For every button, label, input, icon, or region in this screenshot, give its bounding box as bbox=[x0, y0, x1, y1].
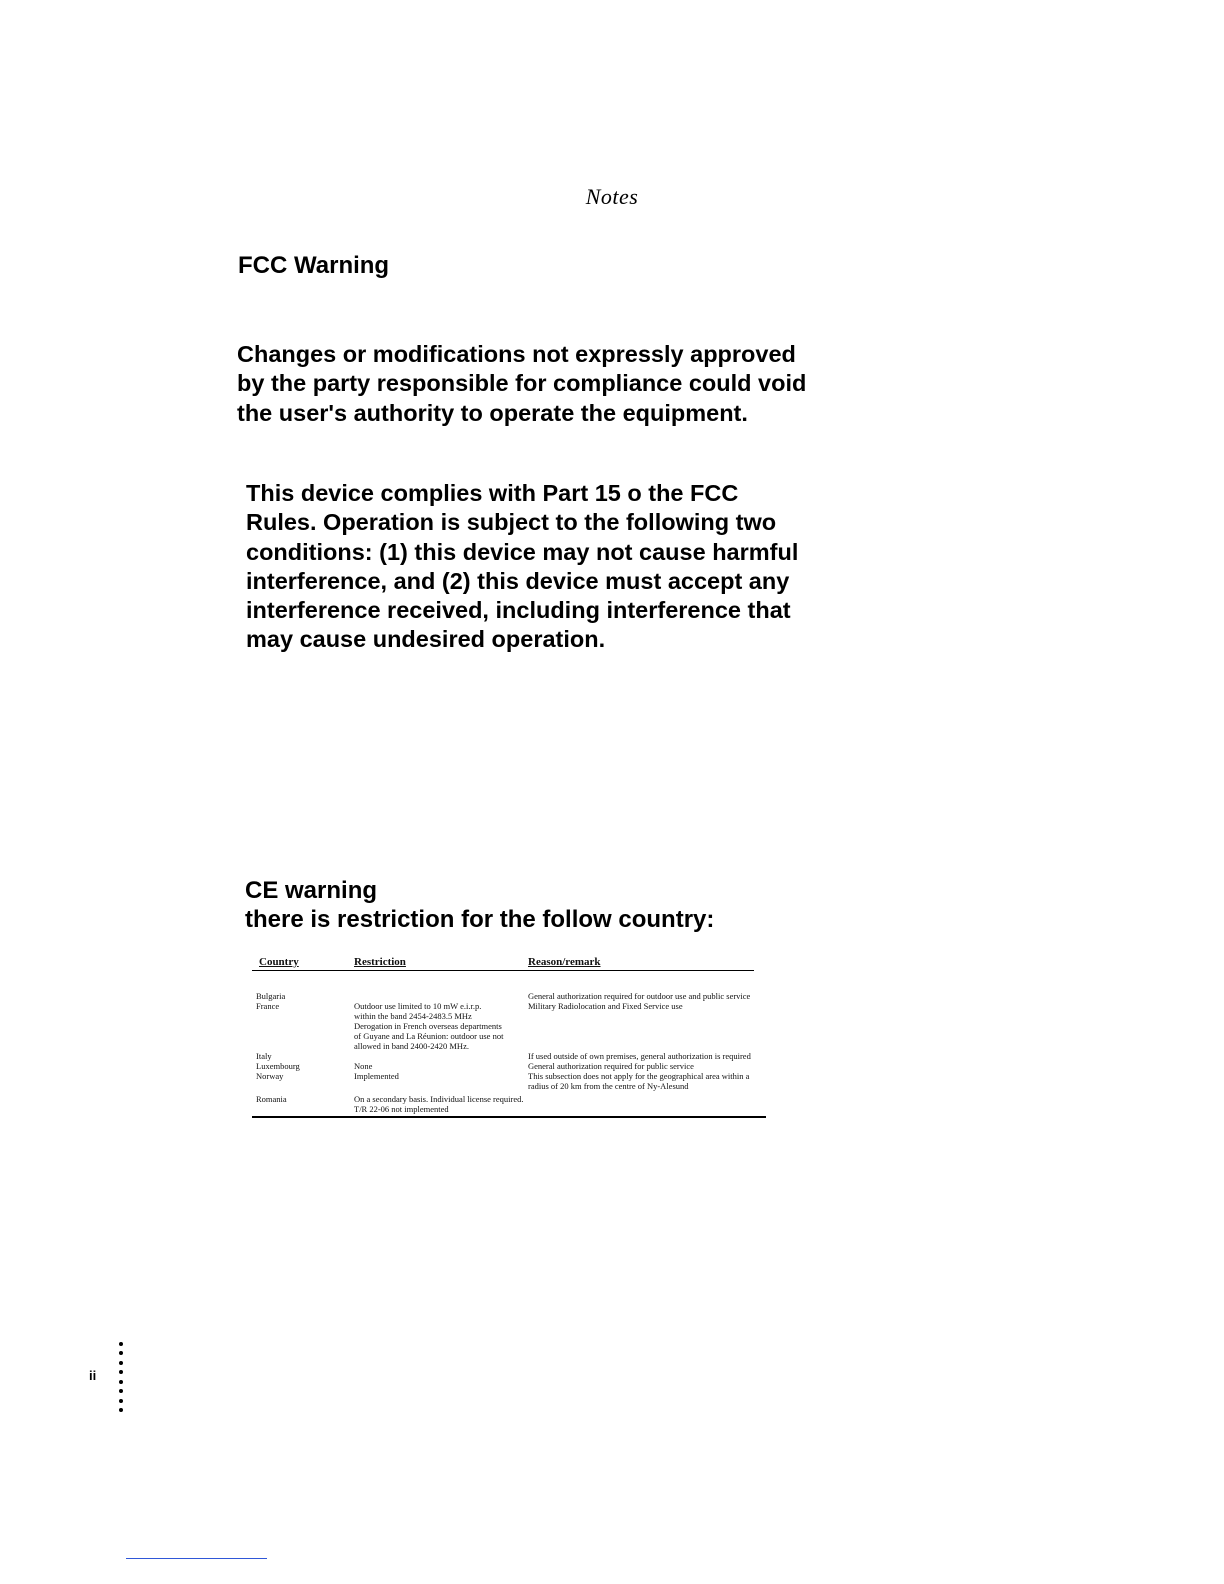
dot bbox=[119, 1408, 123, 1412]
country-restriction-table bbox=[252, 956, 766, 1118]
dot bbox=[119, 1389, 123, 1393]
table-row bbox=[252, 1071, 766, 1091]
cell-line: General authorization required for public service bbox=[528, 1061, 694, 1071]
paragraph-line: Rules. Operation is subject to the following two bbox=[246, 509, 777, 536]
fcc-modifications-paragraph bbox=[237, 340, 857, 428]
paragraph-line: Changes or modifications not expressly approved bbox=[237, 341, 796, 367]
paragraph-line: the user's authority to operate the equipment. bbox=[237, 399, 748, 426]
cell-line: None bbox=[354, 1061, 373, 1071]
cell-line: Derogation in French overseas departments bbox=[354, 1021, 502, 1031]
margin-dot-leader bbox=[119, 1342, 125, 1412]
dot bbox=[119, 1361, 123, 1365]
cell-reason bbox=[528, 1071, 766, 1091]
cell-country: France bbox=[256, 1001, 280, 1011]
cell-line: If used outside of own premises, general authorization is required bbox=[528, 1051, 751, 1061]
column-header-reason: Reason/remark bbox=[528, 956, 601, 968]
ce-restriction-intro: there is restriction for the follow country: bbox=[245, 906, 715, 933]
cell-restriction bbox=[354, 991, 528, 1001]
dot bbox=[119, 1399, 123, 1403]
cell-country: Luxembourg bbox=[256, 1061, 300, 1071]
table-row bbox=[252, 1094, 766, 1114]
page-number: ii bbox=[89, 1368, 97, 1383]
table-header bbox=[252, 956, 754, 971]
cell-line: allowed in band 2400-2420 MHz. bbox=[354, 1041, 469, 1051]
cell-line: T/R 22-06 not implemented bbox=[354, 1104, 449, 1114]
running-header: Notes bbox=[585, 184, 639, 209]
paragraph-line: This device complies with Part 15 o the FCC bbox=[246, 480, 739, 506]
table-row bbox=[252, 1061, 766, 1071]
cell-country: Italy bbox=[256, 1051, 272, 1061]
table-body bbox=[252, 971, 766, 1118]
fcc-part15-paragraph bbox=[246, 479, 846, 655]
cell-reason bbox=[528, 991, 766, 1001]
cell-line: On a secondary basis. Individual license required. bbox=[354, 1094, 524, 1104]
paragraph-line: may cause undesired operation. bbox=[246, 626, 606, 653]
cell-line: General authorization required for outdoor use and public service bbox=[528, 991, 751, 1001]
table-row bbox=[252, 991, 766, 1001]
table-row bbox=[252, 1051, 766, 1061]
cell-line: This subsection does not apply for the geographical area within a bbox=[528, 1071, 750, 1081]
cell-restriction bbox=[354, 1051, 528, 1061]
cell-line: of Guyane and La Réunion: outdoor use not bbox=[354, 1031, 504, 1041]
column-header-restriction: Restriction bbox=[354, 956, 406, 968]
cell-reason bbox=[528, 1051, 766, 1061]
table-row bbox=[252, 1001, 766, 1051]
paragraph-line: conditions: (1) this device may not cause harmful bbox=[246, 538, 799, 565]
cell-line: Military Radiolocation and Fixed Service use bbox=[528, 1001, 683, 1011]
cell-line: radius of 20 km from the centre of Ny-Alesund bbox=[528, 1081, 689, 1091]
dot bbox=[119, 1370, 123, 1374]
dot bbox=[119, 1342, 123, 1346]
cell-line: Outdoor use limited to 10 mW e.i.r.p. bbox=[354, 1001, 482, 1011]
cell-country: Bulgaria bbox=[256, 991, 286, 1001]
cell-restriction-reason bbox=[354, 1094, 766, 1114]
cell-country: Norway bbox=[256, 1071, 284, 1081]
cell-restriction bbox=[354, 1061, 528, 1071]
cell-line: Implemented bbox=[354, 1071, 399, 1081]
cell-reason bbox=[528, 1001, 766, 1051]
dot bbox=[119, 1351, 123, 1355]
cell-restriction bbox=[354, 1071, 528, 1091]
cell-line: within the band 2454-2483.5 MHz bbox=[354, 1011, 472, 1021]
cell-restriction bbox=[354, 1001, 528, 1051]
column-header-country: Country bbox=[259, 956, 299, 968]
dot bbox=[119, 1380, 123, 1384]
cell-reason bbox=[528, 1061, 766, 1071]
ce-warning-heading: CE warning bbox=[245, 877, 378, 904]
paragraph-line: interference, and (2) this device must accept any bbox=[246, 567, 790, 594]
paragraph-line: by the party responsible for compliance could void bbox=[237, 370, 807, 397]
cell-country: Romania bbox=[256, 1094, 287, 1104]
footer-rule bbox=[126, 1558, 267, 1559]
fcc-warning-heading: FCC Warning bbox=[238, 252, 390, 279]
paragraph-line: interference received, including interference that bbox=[246, 597, 791, 624]
